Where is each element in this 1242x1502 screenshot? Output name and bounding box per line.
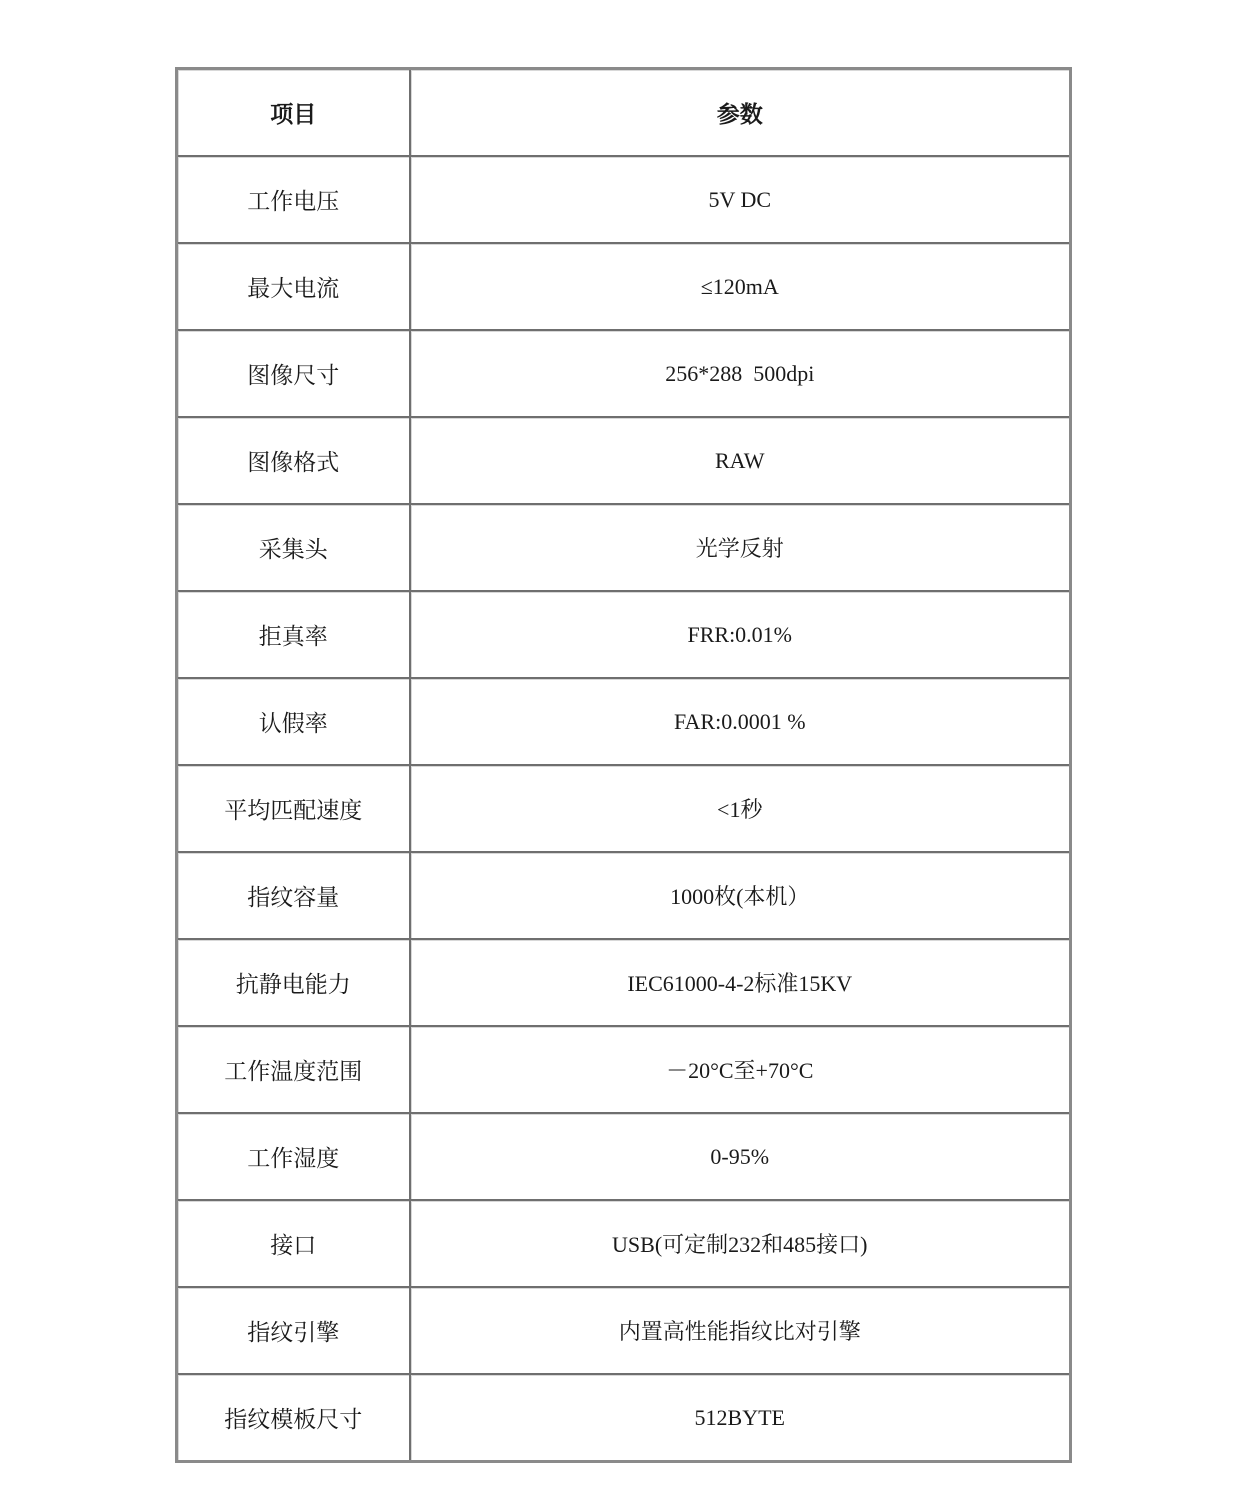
row-label: 最大电流	[177, 243, 410, 330]
spec-table	[175, 67, 1072, 1463]
row-label: 接口	[177, 1200, 410, 1287]
row-label: 指纹模板尺寸	[177, 1374, 410, 1462]
row-label: 图像尺寸	[177, 330, 410, 417]
row-label: 指纹引擎	[177, 1287, 410, 1374]
row-value: USB(可定制232和485接口)	[410, 1200, 1071, 1287]
table-row	[177, 243, 1071, 330]
table-row	[177, 417, 1071, 504]
table-header-row	[177, 69, 1071, 157]
table-row	[177, 678, 1071, 765]
row-value: FRR:0.01%	[410, 591, 1071, 678]
row-value: <1秒	[410, 765, 1071, 852]
row-label: 拒真率	[177, 591, 410, 678]
table-row	[177, 1287, 1071, 1374]
table-row	[177, 591, 1071, 678]
row-value: 0-95%	[410, 1113, 1071, 1200]
table-row	[177, 156, 1071, 243]
row-label: 工作电压	[177, 156, 410, 243]
table-row	[177, 852, 1071, 939]
table-row	[177, 1113, 1071, 1200]
row-label: 工作湿度	[177, 1113, 410, 1200]
row-label: 工作温度范围	[177, 1026, 410, 1113]
row-value: －20°C至+70°C	[410, 1026, 1071, 1113]
row-value: 1000枚(本机）	[410, 852, 1071, 939]
row-label: 采集头	[177, 504, 410, 591]
table-row	[177, 765, 1071, 852]
table-row	[177, 330, 1071, 417]
table-body	[177, 156, 1071, 1462]
row-value: 内置高性能指纹比对引擎	[410, 1287, 1071, 1374]
row-value: 5V DC	[410, 156, 1071, 243]
row-value: FAR:0.0001 %	[410, 678, 1071, 765]
header-item: 项目	[177, 69, 410, 157]
header-param: 参数	[410, 69, 1071, 157]
row-label: 平均匹配速度	[177, 765, 410, 852]
table-row	[177, 1374, 1071, 1462]
row-label: 指纹容量	[177, 852, 410, 939]
row-value: 光学反射	[410, 504, 1071, 591]
row-value: IEC61000-4-2标准15KV	[410, 939, 1071, 1026]
row-label: 认假率	[177, 678, 410, 765]
row-label: 图像格式	[177, 417, 410, 504]
row-value: ≤120mA	[410, 243, 1071, 330]
table-row	[177, 1200, 1071, 1287]
table-row	[177, 939, 1071, 1026]
row-value: 512BYTE	[410, 1374, 1071, 1462]
table-row	[177, 1026, 1071, 1113]
row-value: RAW	[410, 417, 1071, 504]
table-row	[177, 504, 1071, 591]
row-value: 256*288 500dpi	[410, 330, 1071, 417]
row-label: 抗静电能力	[177, 939, 410, 1026]
